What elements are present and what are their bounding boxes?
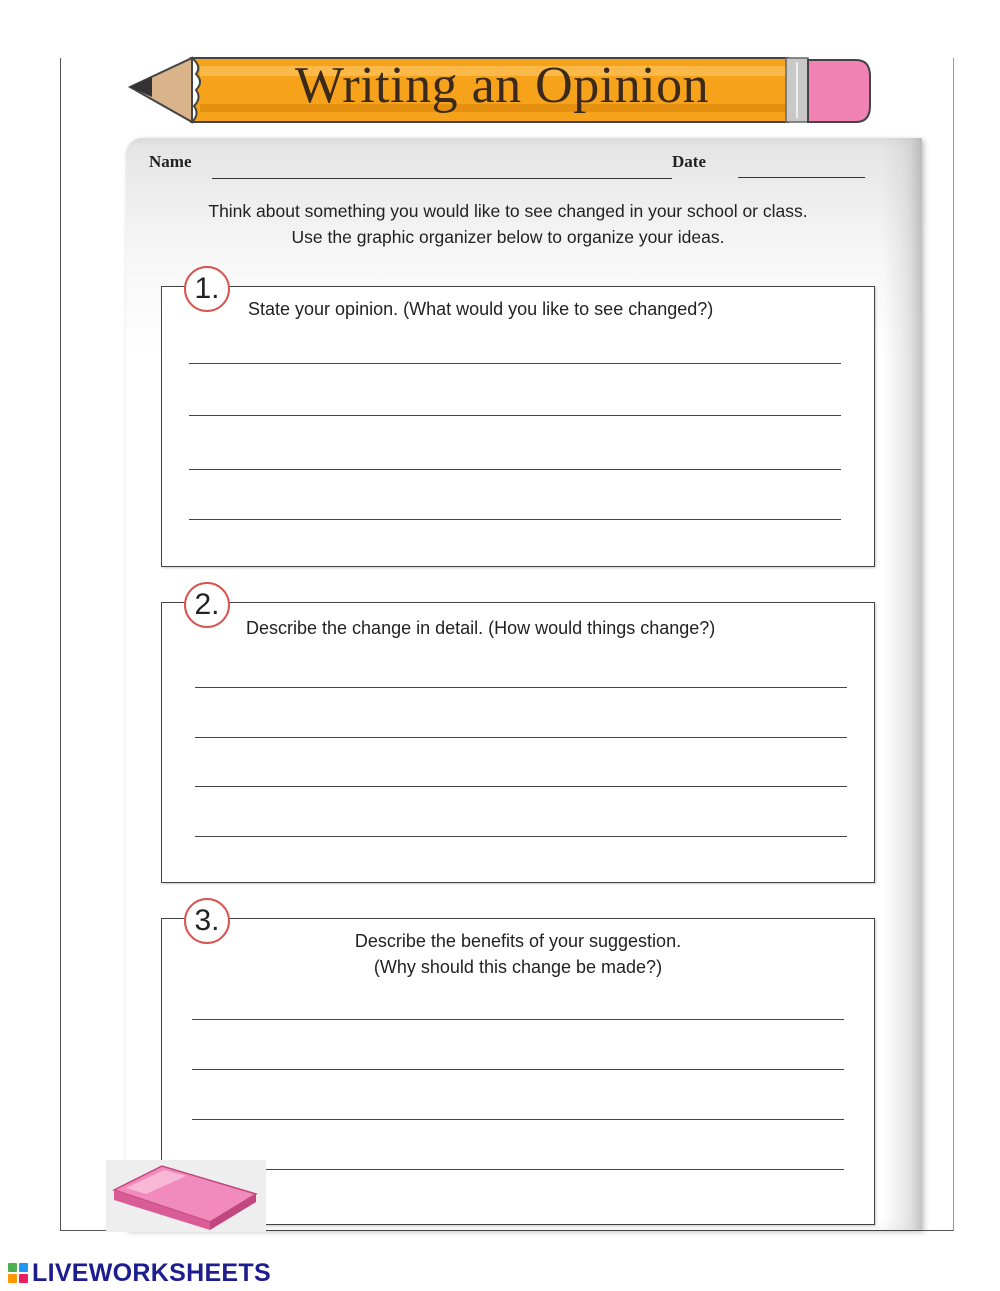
worksheet-title: Writing an Opinion <box>294 57 710 114</box>
section-3-prompt <box>162 928 874 980</box>
name-field[interactable] <box>212 178 672 179</box>
date-field[interactable] <box>738 177 865 178</box>
section-2-box <box>161 602 875 883</box>
liveworksheets-logo[interactable] <box>8 1258 271 1288</box>
logo-blocks-icon <box>8 1263 28 1283</box>
answer-line[interactable] <box>195 737 847 738</box>
answer-line[interactable] <box>189 469 841 470</box>
section-3-box <box>161 918 875 1225</box>
section-3-number-badge: 3. <box>184 898 230 944</box>
section-2-number-badge: 2. <box>184 582 230 628</box>
answer-line[interactable] <box>192 1019 844 1020</box>
answer-line[interactable] <box>192 1169 844 1170</box>
answer-line[interactable] <box>189 363 841 364</box>
logo-text: LIVEWORKSHEETS <box>32 1258 271 1287</box>
answer-line[interactable] <box>189 519 841 520</box>
answer-line[interactable] <box>192 1119 844 1120</box>
answer-line[interactable] <box>195 836 847 837</box>
section-1-prompt: State your opinion. (What would you like to see changed?) <box>248 299 714 319</box>
section-2-prompt: Describe the change in detail. (How would things change?) <box>246 618 716 638</box>
date-label: Date <box>672 152 706 171</box>
section-1-number-badge: 1. <box>184 266 230 312</box>
instructions-line-1: Think about something you would like to see changed in your school or class. <box>208 201 808 221</box>
instructions-line-2: Use the graphic organizer below to organize your ideas. <box>291 227 725 247</box>
name-label: Name <box>149 152 192 171</box>
section-3-prompt-line-1: Describe the benefits of your suggestion. <box>354 931 682 951</box>
answer-line[interactable] <box>195 687 847 688</box>
answer-line[interactable] <box>195 786 847 787</box>
answer-line[interactable] <box>189 415 841 416</box>
section-3-prompt-line-2: (Why should this change be made?) <box>373 957 663 977</box>
answer-line[interactable] <box>192 1069 844 1070</box>
instructions <box>140 198 876 250</box>
pencil-eraser <box>808 60 870 122</box>
section-1-box <box>161 286 875 567</box>
eraser-icon <box>106 1160 266 1232</box>
